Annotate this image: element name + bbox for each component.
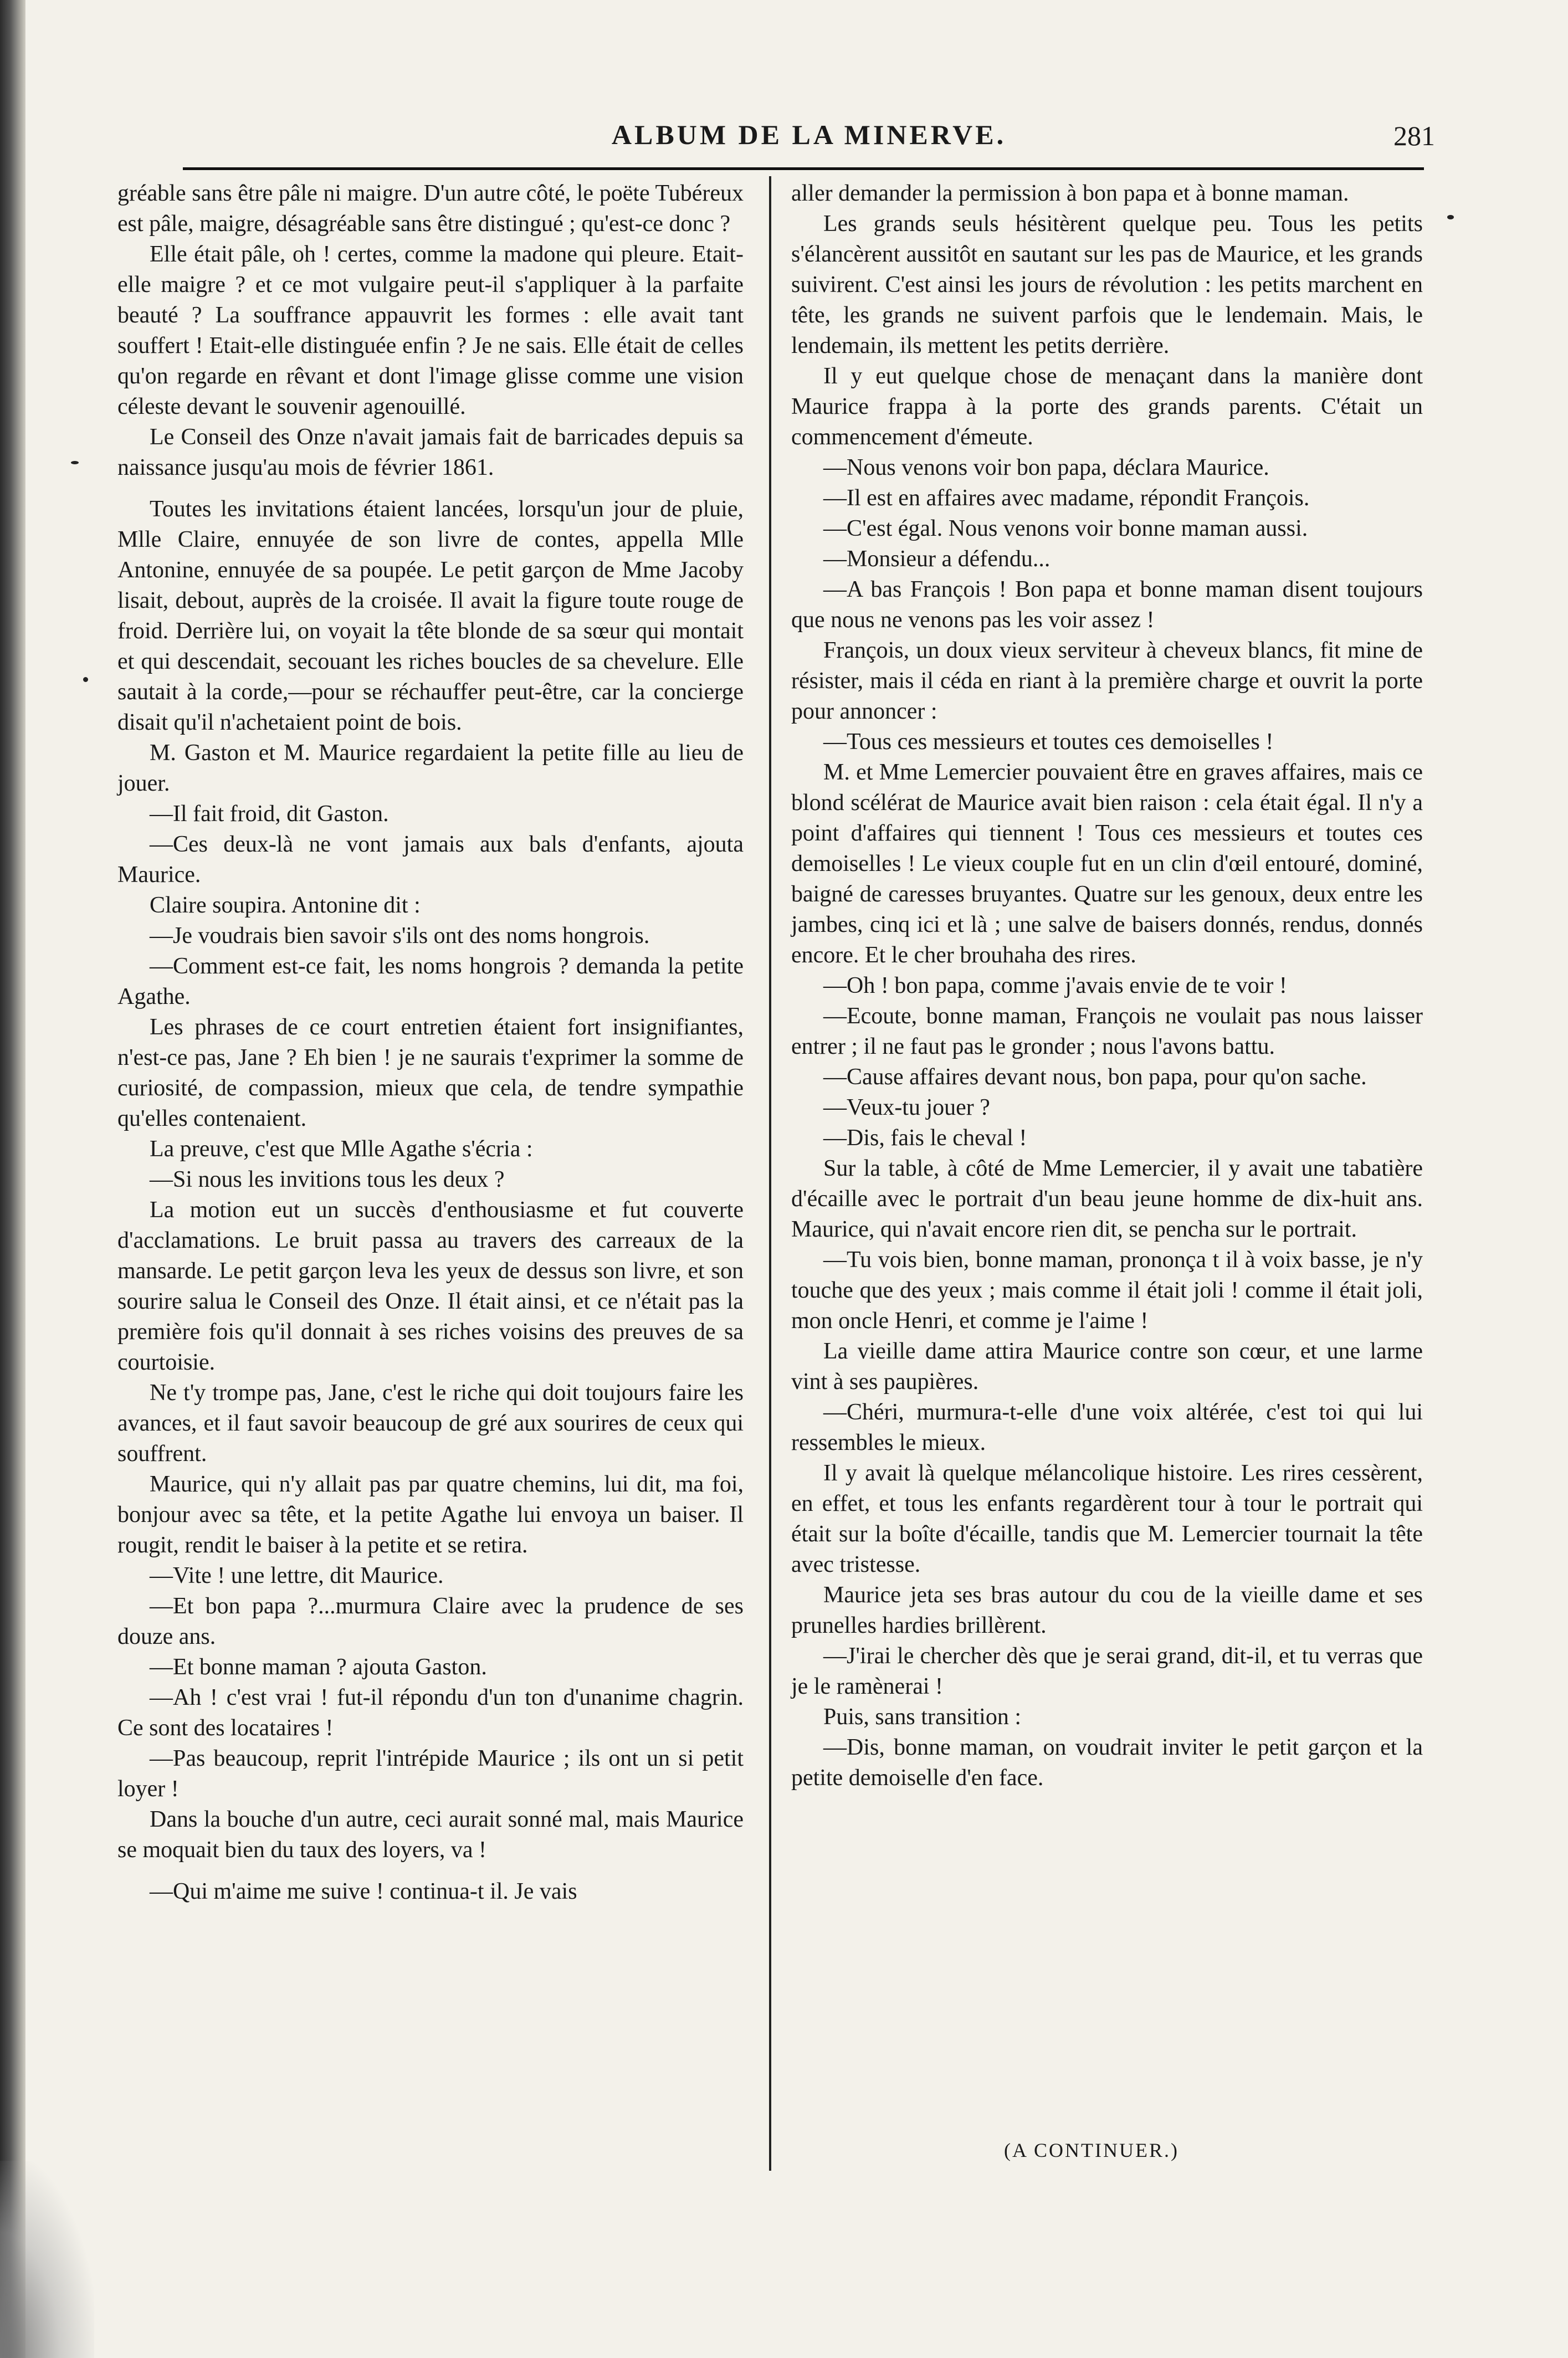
ink-speck — [83, 677, 88, 682]
paragraph: Puis, sans transition : — [823, 1704, 1022, 1730]
paragraph: —Chéri, murmura-t-elle d'une voix altérée, c'est toi qui lui ressembles le mieux. — [791, 1400, 1423, 1455]
paragraph: Les grands seuls hésitèrent quelque peu. Tous les petits s'élancèrent aussitôt en sautant sur les pas de Maurice, et les grands suivirent. C'est ainsi les jours de révolution : les petits marchent en tête, les grands ne suivent parfois que le lendemain. Mais, le lendemain, ils mettent les petits derrière. — [791, 211, 1423, 358]
left-column — [117, 178, 744, 1907]
paragraph: François, un doux vieux serviteur à cheveux blancs, fit mine de résister, mais il céda en riant à la première charge et ouvrit la porte pour annoncer : — [791, 638, 1423, 724]
ink-speck — [1447, 215, 1454, 219]
right-column — [791, 178, 1423, 1793]
paragraph: —J'irai le chercher dès que je serai grand, dit-il, et tu verras que je le ramènerai ! — [791, 1643, 1423, 1699]
paragraph: Dans la bouche d'un autre, ceci aurait sonné mal, mais Maurice se moquait bien du taux des loyers, va ! — [117, 1807, 744, 1863]
paragraph: Maurice jeta ses bras autour du cou de la vieille dame et ses prunelles hardies brillèrent. — [791, 1582, 1423, 1638]
paragraph: Elle était pâle, oh ! certes, comme la madone qui pleure. Etait-elle maigre ? et ce mot vulgaire peut-il s'appliquer à la parfaite beauté ? La souffrance appauvrit les formes : elle avait tant souffert ! Etait-elle distinguée enfin ? Je ne sais. Elle était de celles qu'on regarde en rêvant et dont l'image glisse comme une vision céleste devant le souvenir agenouillé. — [117, 242, 744, 419]
paragraph: Il y avait là quelque mélancolique histoire. Les rires cessèrent, en effet, et tous les enfants regardèrent tour à tour le portrait qui était sur la boîte d'écaille, tandis que M. Lemercier tournait la tête avec tristesse. — [791, 1460, 1423, 1577]
paragraph: —Qui m'aime me suive ! continua-t il. Je vais — [150, 1879, 577, 1904]
paragraph: —Veux-tu jouer ? — [823, 1095, 990, 1120]
paragraph: —Ecoute, bonne maman, François ne voulait pas nous laisser entrer ; il ne faut pas le gronder ; nous l'avons battu. — [791, 1003, 1423, 1059]
paragraph: Le Conseil des Onze n'avait jamais fait de barricades depuis sa naissance jusqu'au mois de février 1861. — [117, 424, 744, 480]
paragraph: Toutes les invitations étaient lancées, lorsqu'un jour de pluie, Mlle Claire, ennuyée de son livre de contes, appella Mlle Antonine, ennuyée de sa poupée. Le petit garçon de Mme Jacoby lisait, debout, auprès de la croisée. Il avait la figure toute rouge de froid. Derrière lui, on voyait la tête blonde de sa sœur qui montait et qui descendait, secouant les riches boucles de sa chevelure. Elle sautait à la corde,—pour se réchauffer peut-être, car la concierge disait qu'il n'achetaient point de bois. — [117, 496, 744, 735]
paragraph: —Il fait froid, dit Gaston. — [150, 801, 389, 827]
paragraph: —C'est égal. Nous venons voir bonne maman aussi. — [823, 516, 1308, 541]
paragraph: Claire soupira. Antonine dit : — [150, 893, 421, 918]
paragraph: La vieille dame attira Maurice contre son cœur, et une larme vint à ses paupières. — [791, 1339, 1423, 1395]
paragraph: —Tu vois bien, bonne maman, prononça t il à voix basse, je n'y touche que des yeux ; mais comme il était joli ! comme il était joli, mon oncle Henri, et comme je l'aime ! — [791, 1247, 1423, 1334]
paragraph: —Et bonne maman ? ajouta Gaston. — [150, 1654, 487, 1680]
paragraph: —Dis, bonne maman, on voudrait inviter le petit garçon et la petite demoiselle d'en face. — [791, 1735, 1423, 1791]
paragraph: —Ah ! c'est vrai ! fut-il répondu d'un ton d'unanime chagrin. Ce sont des locataires ! — [117, 1685, 744, 1741]
paragraph: Ne t'y trompe pas, Jane, c'est le riche qui doit toujours faire les avances, et il faut savoir beaucoup de gré aux sourires de ceux qui souffrent. — [117, 1380, 744, 1467]
paragraph: Sur la table, à côté de Mme Lemercier, il y avait une tabatière d'écaille avec le portrait d'un beau jeune homme de dix-huit ans. Maurice, qui n'avait encore rien dit, se pencha sur le portrait. — [791, 1156, 1423, 1242]
paragraph: —Vite ! une lettre, dit Maurice. — [150, 1563, 444, 1588]
paragraph: —A bas François ! Bon papa et bonne maman disent toujours que nous ne venons pas les voir assez ! — [791, 577, 1423, 633]
continuation-note: (A CONTINUER.) — [1004, 2139, 1179, 2161]
paragraph: —Pas beaucoup, reprit l'intrépide Maurice ; ils ont un si petit loyer ! — [117, 1746, 744, 1802]
paragraph: —Oh ! bon papa, comme j'avais envie de te voir ! — [823, 973, 1287, 998]
paragraph: gréable sans être pâle ni maigre. D'un autre côté, le poëte Tubéreux est pâle, maigre, désagréable sans être distingué ; qu'est-ce donc ? — [117, 181, 744, 237]
paragraph: M. Gaston et M. Maurice regardaient la petite fille au lieu de jouer. — [117, 740, 744, 796]
page-binding-shadow — [0, 0, 25, 2358]
ink-speck — [71, 461, 79, 464]
page-header — [183, 119, 1435, 161]
paragraph: —Nous venons voir bon papa, déclara Maurice. — [823, 455, 1269, 480]
running-title: ALBUM DE LA MINERVE. — [611, 119, 1007, 150]
paragraph: Maurice, qui n'y allait pas par quatre chemins, lui dit, ma foi, bonjour avec sa tête, et la petite Agathe lui envoya un baiser. Il rougit, rendit le baiser à la petite et se retira. — [117, 1472, 744, 1558]
paragraph: Les phrases de ce court entretien étaient fort insignifiantes, n'est-ce pas, Jane ? Eh bien ! je ne saurais t'exprimer la somme de curiosité, de compassion, mieux que cela, de tendre sympathie qu'elles contenaient. — [117, 1014, 744, 1131]
paragraph: —Et bon papa ?...murmura Claire avec la prudence de ses douze ans. — [117, 1593, 744, 1649]
header-rule — [183, 167, 1424, 170]
column-divider — [769, 176, 771, 2171]
paragraph: —Ces deux-là ne vont jamais aux bals d'enfants, ajouta Maurice. — [117, 832, 744, 888]
paragraph: La motion eut un succès d'enthousiasme et fut couverte d'acclamations. Le bruit passa au travers des carreaux de la mansarde. Le petit garçon leva les yeux de dessus son livre, et son sourire salua le Conseil des Onze. Il était ainsi, et ce n'était pas la première fois qu'il donnait à ses riches voisins des preuves de sa courtoisie. — [117, 1197, 744, 1375]
paragraph: Il y eut quelque chose de menaçant dans la manière dont Maurice frappa à la porte des grands parents. C'était un commencement d'émeute. — [791, 363, 1423, 450]
page-number: 281 — [1393, 120, 1435, 151]
paragraph: —Monsieur a défendu... — [823, 546, 1051, 572]
paragraph: —Dis, fais le cheval ! — [823, 1125, 1027, 1151]
paragraph: —Si nous les invitions tous les deux ? — [150, 1167, 505, 1192]
paragraph: M. et Mme Lemercier pouvaient être en graves affaires, mais ce blond scélérat de Maurice avait bien raison : cela était égal. Il n'y a point d'affaires qui tiennent ! Tous ces messieurs et toutes ces demoiselles ! Le vieux couple fut en un clin d'œil entouré, dominé, baigné de caresses bruyantes. Quatre sur les genoux, deux entre les jambes, cinq ici et là ; une salve de baisers donnés, rendus, donnés encore. Et le cher brouhaha des rires. — [791, 760, 1423, 968]
paragraph: aller demander la permission à bon papa et à bonne maman. — [791, 181, 1349, 206]
paragraph: —Comment est-ce fait, les noms hongrois ? demanda la petite Agathe. — [117, 954, 744, 1009]
page-corner-stain — [0, 2161, 94, 2358]
paragraph: —Cause affaires devant nous, bon papa, pour qu'on sache. — [823, 1064, 1367, 1090]
paragraph: La preuve, c'est que Mlle Agathe s'écria : — [150, 1136, 533, 1162]
paragraph: —Je voudrais bien savoir s'ils ont des noms hongrois. — [150, 923, 650, 949]
paragraph: —Il est en affaires avec madame, répondit François. — [823, 485, 1310, 511]
paragraph: —Tous ces messieurs et toutes ces demoiselles ! — [823, 729, 1274, 755]
